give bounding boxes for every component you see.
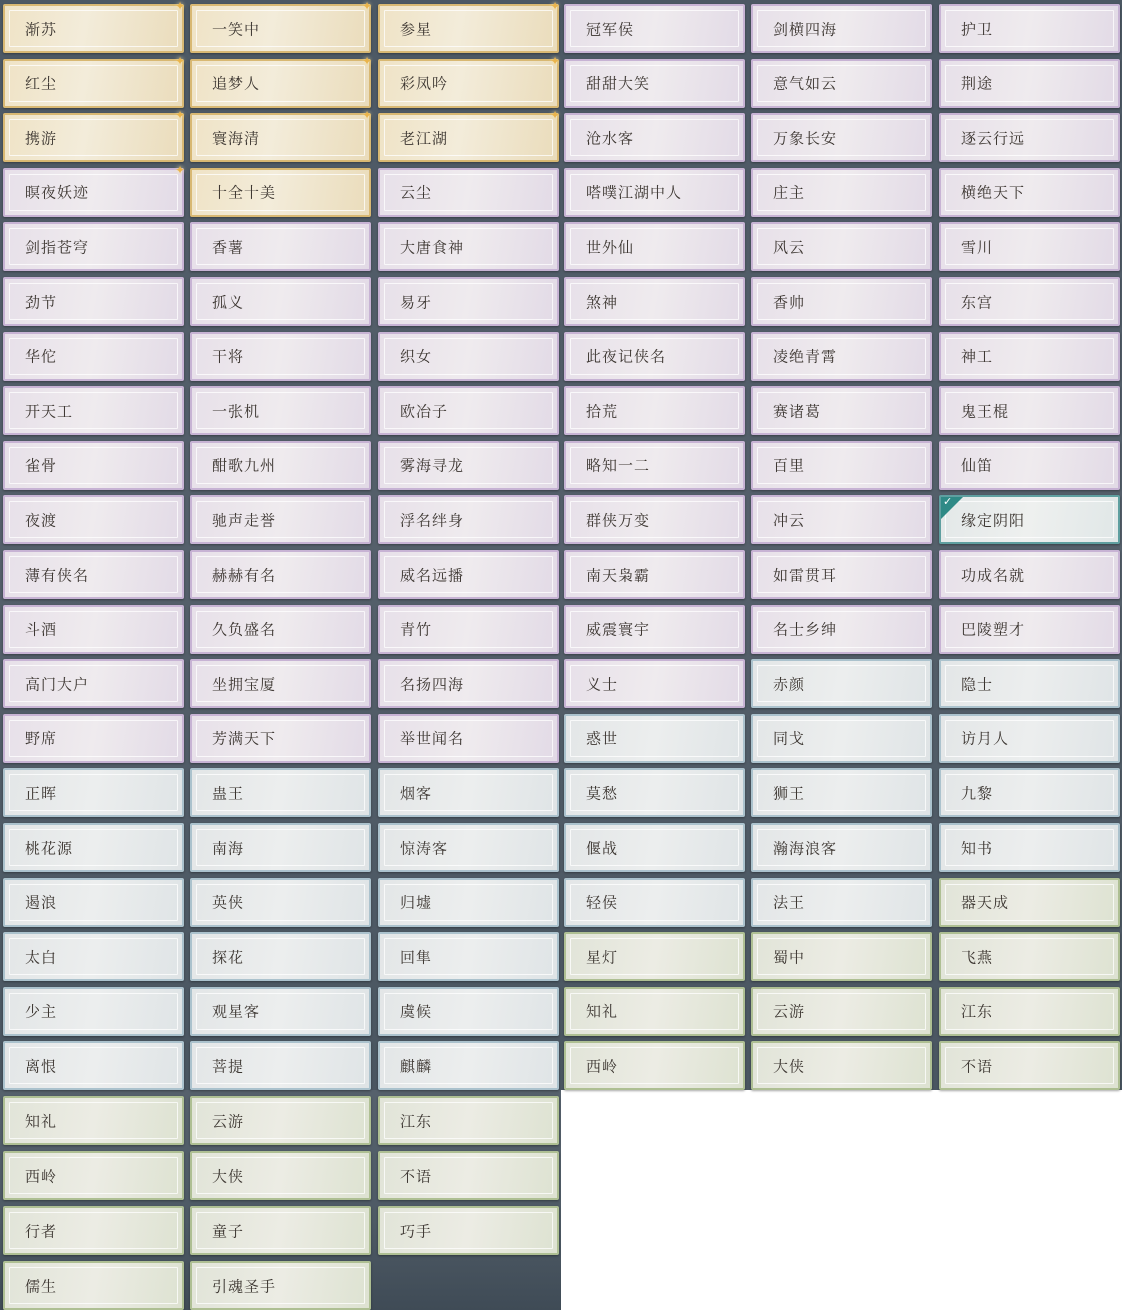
title-label: 横绝天下 [961,183,1026,202]
title-tile[interactable] [564,823,745,872]
title-tile[interactable] [190,714,371,763]
title-tile[interactable] [3,332,184,381]
title-label: 赫赫有名 [212,566,277,584]
title-tile[interactable] [939,987,1120,1036]
title-tile[interactable] [3,1151,184,1200]
title-label: 酣歌九州 [212,456,277,475]
title-tile[interactable] [751,4,932,53]
title-tile[interactable] [939,495,1120,544]
title-tile[interactable] [751,222,932,271]
title-label: 十全十美 [212,183,277,202]
title-tile[interactable] [939,605,1120,654]
title-label: 驰声走誉 [212,511,277,530]
title-tile[interactable] [3,605,184,654]
title-label: 狮王 [773,784,806,803]
title-tile[interactable] [751,987,932,1036]
title-label: 麒麟 [400,1057,433,1076]
title-tile[interactable] [3,53,185,108]
title-label: 青竹 [400,620,433,639]
title-label: 知礼 [25,1112,58,1130]
title-tile[interactable] [751,768,932,817]
title-label: 野席 [25,729,58,748]
title-label: 香帅 [773,293,806,311]
title-label: 群侠万变 [586,511,651,530]
title-tile[interactable] [751,605,932,654]
title-tile[interactable] [190,987,371,1036]
title-label: 大唐食神 [400,238,465,257]
title-tile[interactable] [564,659,745,708]
title-label: 功成名就 [961,566,1026,584]
title-tile[interactable] [564,1041,745,1090]
title-label: 正晖 [25,784,58,803]
title-label: 太白 [25,948,58,967]
title-tile[interactable] [939,441,1120,490]
title-tile[interactable] [939,1041,1120,1090]
title-label: 巴陵塑才 [961,620,1026,639]
title-tile[interactable] [190,1261,371,1310]
check-icon: ✓ [943,495,953,509]
title-label: 寰海清 [212,129,261,148]
title-label: 凌绝青霄 [773,347,838,366]
title-label: 东宫 [961,293,994,311]
title-tile[interactable] [190,605,371,654]
title-label: 雀骨 [25,456,58,475]
title-tile[interactable] [3,987,184,1036]
title-tile[interactable] [3,222,184,271]
title-tile[interactable] [190,932,371,981]
title-tile[interactable] [378,0,560,53]
title-tile[interactable] [3,932,184,981]
title-label: 义士 [586,675,619,694]
title-label: 菩提 [212,1057,245,1076]
title-label: 开天工 [25,402,74,421]
title-label: 煞神 [586,293,619,311]
title-label: 举世闻名 [400,729,465,748]
title-tile[interactable] [939,550,1120,599]
title-tile[interactable] [751,277,932,326]
title-tile[interactable] [751,714,932,763]
title-tile[interactable] [939,714,1120,763]
title-tile[interactable] [939,113,1120,162]
title-label: 大侠 [212,1167,245,1185]
title-tile[interactable] [939,59,1120,108]
title-tile[interactable] [190,1151,371,1200]
title-tile[interactable] [3,386,184,435]
title-tile[interactable] [190,277,371,326]
title-label: 观星客 [212,1002,261,1021]
title-tile[interactable] [939,168,1120,217]
title-tile[interactable] [378,932,559,981]
title-tile[interactable] [378,386,559,435]
title-label: 雪川 [961,238,994,257]
title-tile[interactable] [190,108,372,162]
title-tile[interactable] [3,1096,184,1145]
title-tile[interactable] [190,550,371,599]
title-label: 浮名绊身 [400,511,465,530]
title-label: 法王 [773,893,806,912]
title-label: 芳满天下 [212,729,277,748]
title-tile[interactable] [190,495,371,544]
title-tile[interactable] [190,53,372,108]
title-tile[interactable] [3,277,184,326]
title-tile[interactable] [378,714,559,763]
title-tile[interactable] [751,113,932,162]
title-tile[interactable] [564,550,745,599]
title-tile[interactable] [751,168,932,217]
title-tile[interactable] [3,495,184,544]
title-label: 器天成 [961,893,1010,912]
title-tile[interactable] [751,386,932,435]
title-tile[interactable] [190,1096,371,1145]
title-label: 护卫 [961,20,994,38]
title-tile[interactable] [751,441,932,490]
sparkle-icon: ✦ [361,0,372,13]
title-label: 略知一二 [586,456,651,475]
title-label: 名扬四海 [400,675,465,694]
title-tile[interactable] [564,714,745,763]
title-tile[interactable] [378,222,559,271]
title-label: 不语 [961,1057,994,1076]
title-label: 风云 [773,238,806,257]
title-label: 蛊王 [212,784,245,803]
title-label: 干将 [212,347,245,366]
title-tile[interactable] [378,1151,559,1200]
sparkle-icon: ✦ [549,108,560,123]
sparkle-icon: ✦ [361,53,372,68]
title-label: 遏浪 [25,893,58,912]
title-tile[interactable] [378,332,559,381]
title-label: 织女 [400,347,433,366]
title-tile[interactable] [564,932,745,981]
title-tile[interactable] [378,1096,559,1145]
title-tile[interactable] [190,0,372,53]
title-label: 欧冶子 [400,402,449,421]
title-label: 追梦人 [212,74,261,93]
title-label: 江东 [400,1112,433,1130]
title-tile[interactable] [190,168,371,217]
title-tile[interactable] [3,878,184,927]
title-label: 惑世 [586,729,619,748]
title-label: 暝夜妖迹 [25,183,90,202]
title-label: 南海 [212,839,245,857]
title-label: 雾海寻龙 [400,456,465,475]
sparkle-icon: ✦ [174,53,185,68]
title-label: 老江湖 [400,129,449,148]
title-label: 薄有侠名 [25,566,90,584]
title-tile[interactable] [3,441,184,490]
title-tile[interactable] [3,659,184,708]
title-tile[interactable] [939,659,1120,708]
title-label: 逐云行远 [961,129,1026,148]
title-tile[interactable] [564,386,745,435]
title-label: 高门大户 [25,675,90,694]
title-label: 仙笛 [961,456,994,475]
title-label: 冲云 [773,511,806,530]
title-tile[interactable] [751,932,932,981]
title-tile[interactable] [939,277,1120,326]
title-tile[interactable] [3,1041,184,1090]
title-tile[interactable] [190,768,371,817]
title-tile[interactable] [564,987,745,1036]
title-label: 云游 [212,1112,245,1130]
title-tile[interactable] [564,878,745,927]
title-label: 少主 [25,1002,58,1021]
title-label: 探花 [212,948,245,967]
title-tile[interactable] [751,59,932,108]
title-tile[interactable] [939,332,1120,381]
title-tile[interactable] [190,878,371,927]
title-label: 隐士 [961,675,994,694]
title-tile[interactable] [564,59,745,108]
title-label: 不语 [400,1167,433,1185]
title-tile[interactable] [939,768,1120,817]
title-label: 名士乡绅 [773,620,838,639]
title-label: 童子 [212,1222,245,1240]
title-label: 巧手 [400,1222,433,1240]
title-label: 偃战 [586,839,619,857]
title-label: 荆途 [961,74,994,93]
title-tile[interactable] [378,1041,559,1090]
title-label: 儒生 [25,1277,58,1295]
title-label: 百里 [773,456,806,475]
title-label: 易牙 [400,293,433,311]
title-tile[interactable] [378,878,559,927]
title-tile[interactable] [3,550,184,599]
title-label: 携游 [25,129,58,148]
title-label: 惊涛客 [400,839,449,857]
title-label: 香薯 [212,238,245,257]
title-label: 庄主 [773,183,806,202]
sparkle-icon: ✦ [361,108,372,123]
title-tile[interactable] [751,878,932,927]
title-tile[interactable] [564,332,745,381]
title-tile[interactable] [751,823,932,872]
title-tile[interactable] [3,0,185,53]
title-tile[interactable] [190,332,371,381]
title-tile[interactable] [564,441,745,490]
title-tile[interactable] [564,113,745,162]
title-tile[interactable] [564,277,745,326]
title-tile[interactable] [751,495,932,544]
title-tile[interactable] [751,1041,932,1090]
title-label: 行者 [25,1222,58,1240]
title-label: 一张机 [212,402,261,421]
title-tile[interactable] [190,1206,371,1255]
title-tile[interactable] [3,768,184,817]
title-tile[interactable] [378,53,560,108]
title-label: 西岭 [25,1167,58,1185]
title-label: 引魂圣手 [212,1277,277,1295]
title-label: 江东 [961,1002,994,1021]
title-label: 威名远播 [400,566,465,584]
title-tile[interactable] [378,277,559,326]
title-label: 久负盛名 [212,620,277,639]
title-tile[interactable] [751,550,932,599]
title-label: 坐拥宝厦 [212,675,277,694]
title-label: 赤颜 [773,675,806,694]
title-label: 剑横四海 [773,20,838,38]
title-label: 回隼 [400,948,433,967]
title-tile[interactable] [378,659,559,708]
title-label: 威震寰宇 [586,620,651,639]
title-label: 飞燕 [961,948,994,967]
title-label: 拾荒 [586,402,619,421]
title-tile[interactable] [378,605,559,654]
title-tile[interactable] [378,441,559,490]
title-tile[interactable] [190,1041,371,1090]
title-label: 云游 [773,1002,806,1021]
title-tile[interactable] [939,932,1120,981]
title-label: 如雷贯耳 [773,566,838,584]
title-tile[interactable] [3,1206,184,1255]
title-tile[interactable] [751,659,932,708]
title-label: 参星 [400,20,433,38]
title-tile[interactable] [3,162,185,217]
title-label: 华佗 [25,347,58,366]
title-label: 一笑中 [212,20,261,38]
title-tile[interactable] [939,4,1120,53]
title-tile[interactable] [939,386,1120,435]
title-tile[interactable] [378,768,559,817]
title-tile[interactable] [190,386,371,435]
title-label: 劲节 [25,293,58,311]
title-label: 斗酒 [25,620,58,639]
title-label: 渐苏 [25,20,58,38]
title-tile[interactable] [564,768,745,817]
title-label: 夜渡 [25,511,58,530]
title-label: 沧水客 [586,129,635,148]
title-tile[interactable] [378,168,559,217]
title-label: 英侠 [212,893,245,912]
title-tile[interactable] [564,4,745,53]
title-label: 嗒噗江湖中人 [586,183,683,202]
title-label: 世外仙 [586,238,635,257]
title-label: 蜀中 [773,948,806,967]
title-tile[interactable] [564,168,745,217]
title-tile[interactable] [378,495,559,544]
title-label: 烟客 [400,784,433,803]
title-tile[interactable] [190,441,371,490]
title-label: 瀚海浪客 [773,839,838,857]
title-label: 缘定阴阳 [961,511,1026,530]
title-tile[interactable] [939,823,1120,872]
title-tile[interactable] [378,823,559,872]
sparkle-icon: ✦ [174,108,185,123]
title-label: 此夜记侠名 [586,347,667,366]
title-label: 意气如云 [773,74,838,93]
title-tile[interactable] [564,495,745,544]
title-label: 星灯 [586,948,619,967]
title-label: 归墟 [400,893,433,912]
title-tile[interactable] [939,222,1120,271]
title-label: 虞候 [400,1002,433,1021]
sparkle-icon: ✦ [549,0,560,13]
title-label: 红尘 [25,74,58,93]
title-label: 九黎 [961,784,994,803]
title-label: 赛诸葛 [773,402,822,421]
title-label: 大侠 [773,1057,806,1076]
title-label: 神工 [961,347,994,366]
title-tile[interactable] [3,1261,184,1310]
title-label: 万象长安 [773,129,838,148]
title-tile[interactable] [378,550,559,599]
title-tile[interactable] [378,1206,559,1255]
title-label: 知书 [961,839,994,857]
title-label: 桃花源 [25,839,74,857]
title-tile[interactable] [3,823,184,872]
title-label: 知礼 [586,1002,619,1021]
sparkle-icon: ✦ [174,0,185,13]
title-label: 南天枭霸 [586,566,651,584]
title-tile[interactable] [564,605,745,654]
title-label: 访月人 [961,729,1010,748]
title-tile[interactable] [564,222,745,271]
title-tile[interactable] [3,714,184,763]
title-tile[interactable] [190,823,371,872]
sparkle-icon: ✦ [549,53,560,68]
title-tile[interactable] [190,222,371,271]
title-label: 西岭 [586,1057,619,1076]
title-label: 轻侯 [586,893,619,912]
title-label: 云尘 [400,183,433,202]
title-tile[interactable] [378,108,560,162]
title-label: 莫愁 [586,784,619,803]
title-tile[interactable] [939,878,1120,927]
title-label: 孤义 [212,293,245,311]
title-tile[interactable] [3,108,185,162]
title-label: 剑指苍穹 [25,238,90,257]
title-tile[interactable] [190,659,371,708]
title-label: 同戈 [773,729,806,748]
title-label: 冠军侯 [586,20,635,38]
title-tile[interactable] [751,332,932,381]
title-label: 鬼王棍 [961,402,1010,421]
title-label: 彩凤吟 [400,74,449,93]
title-label: 甜甜大笑 [586,74,651,93]
title-label: 离恨 [25,1057,58,1076]
sparkle-icon: ✦ [174,162,185,177]
title-tile[interactable] [378,987,559,1036]
